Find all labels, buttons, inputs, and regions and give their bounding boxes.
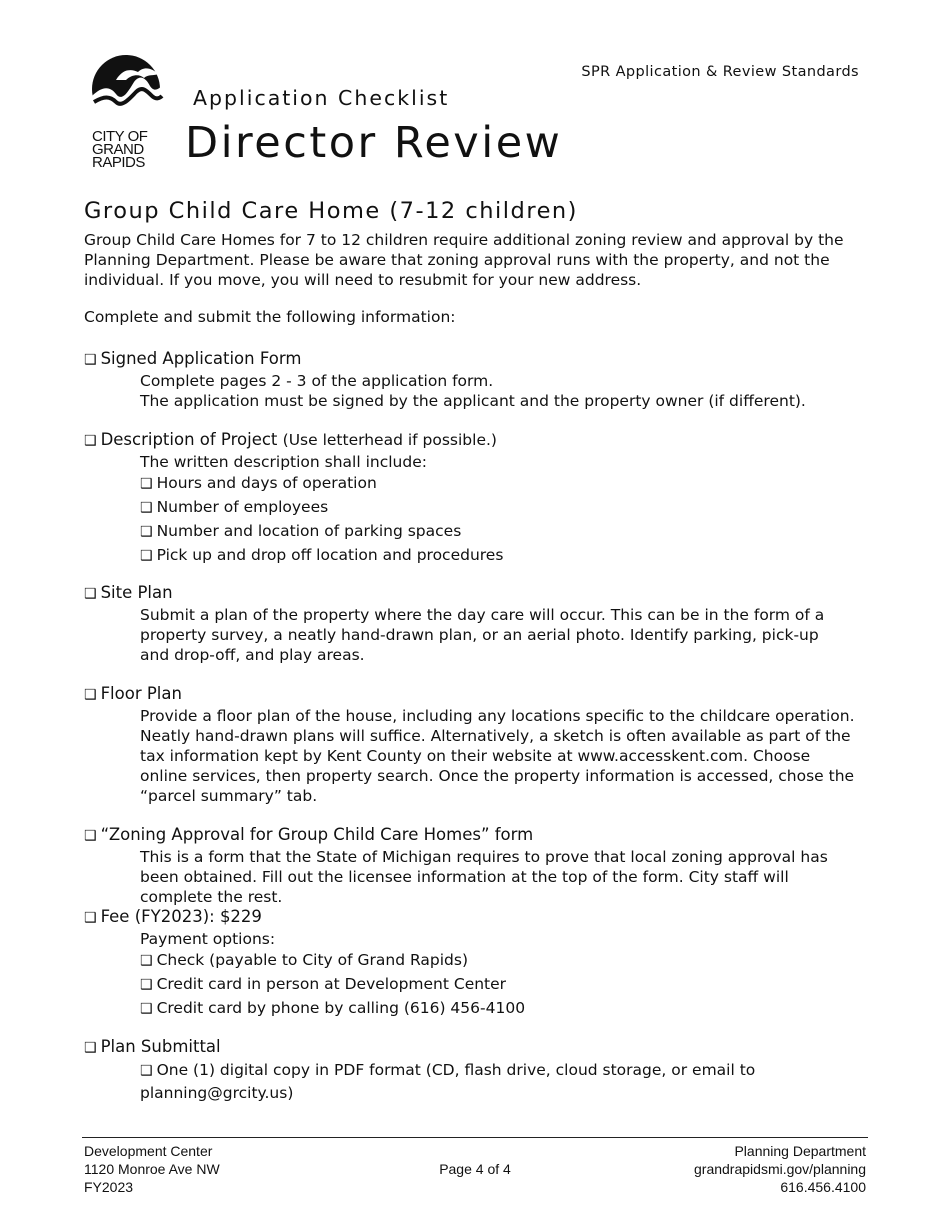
item-line: Complete pages 2 - 3 of the application form. bbox=[140, 372, 494, 390]
city-logo bbox=[88, 52, 168, 170]
sub-item bbox=[140, 949, 874, 973]
footer-department: Planning Department bbox=[734, 1143, 866, 1159]
footer-address: 1120 Monroe Ave NW bbox=[84, 1161, 220, 1177]
item-title: Signed Application Form bbox=[100, 349, 302, 368]
instruction-text: Complete and submit the following information: bbox=[84, 308, 456, 326]
item-title: Site Plan bbox=[100, 583, 173, 602]
item-title: Fee (FY2023): $229 bbox=[100, 907, 262, 926]
footer-divider bbox=[82, 1137, 868, 1138]
sub-item bbox=[140, 496, 874, 520]
checkbox-icon[interactable]: ❑ bbox=[84, 910, 97, 926]
sub-item-label: Number of employees bbox=[156, 498, 329, 516]
checkbox-icon[interactable]: ❑ bbox=[140, 500, 153, 516]
sub-item bbox=[140, 472, 874, 496]
logo-line: GRAND bbox=[92, 141, 144, 158]
checklist-item-application-form bbox=[84, 348, 874, 411]
checkbox-icon[interactable]: ❑ bbox=[140, 1063, 153, 1079]
checklist-item-project-description bbox=[84, 429, 874, 568]
checkbox-icon[interactable]: ❑ bbox=[84, 433, 97, 449]
sub-item bbox=[140, 973, 874, 997]
intro-paragraph: Group Child Care Homes for 7 to 12 children require additional zoning review and approval by the Planning Department. Please be aware that zoning approval runs with the property, and not the individual. If you move, you will need to resubmit for your new address. bbox=[84, 231, 844, 289]
logo-text bbox=[92, 130, 168, 169]
checklist-item-site-plan bbox=[84, 582, 874, 665]
checkbox-icon[interactable]: ❑ bbox=[140, 977, 153, 993]
sub-item bbox=[140, 544, 874, 568]
item-title: Floor Plan bbox=[100, 684, 182, 703]
checkbox-icon[interactable]: ❑ bbox=[140, 476, 153, 492]
checkbox-icon[interactable]: ❑ bbox=[84, 586, 97, 602]
page-number: Page 4 of 4 bbox=[439, 1161, 511, 1177]
item-description: This is a form that the State of Michigan requires to prove that local zoning approval has been obtained. Fill out the licensee information at the top of the form. City staff will complete the rest. bbox=[140, 848, 828, 906]
item-description: Submit a plan of the property where the day care will occur. This can be in the form of a property survey, a neatly hand-drawn plan, or an aerial photo. Identify parking, pick-up and drop-off, and play areas. bbox=[140, 606, 825, 664]
page-title: Director Review bbox=[185, 118, 563, 168]
document-series-label: SPR Application & Review Standards bbox=[581, 64, 859, 80]
checklist-item-zoning-approval bbox=[84, 824, 874, 907]
item-intro: Payment options: bbox=[140, 930, 276, 948]
logo-line: CITY OF bbox=[92, 128, 148, 145]
sub-item bbox=[140, 520, 874, 544]
item-title: “Zoning Approval for Group Child Care Homes” form bbox=[100, 825, 534, 844]
checkbox-icon[interactable]: ❑ bbox=[84, 687, 97, 703]
item-description: Provide a floor plan of the house, including any locations specific to the childcare operation. Neatly hand-drawn plans will suffice. Alternatively, a sketch is often available as part of the tax information kept by Kent County on their website at www.accesskent.com. Choose online services, then property search. Once the property information is accessed, chose the “parcel summary” tab. bbox=[140, 707, 855, 805]
sub-item-label: Number and location of parking spaces bbox=[156, 522, 462, 540]
sub-item bbox=[140, 997, 874, 1021]
item-intro: The written description shall include: bbox=[140, 453, 427, 471]
checklist-item-fee bbox=[84, 906, 874, 1021]
item-note: (Use letterhead if possible.) bbox=[282, 431, 497, 449]
sub-item-label: One (1) digital copy in PDF format (CD, flash drive, cloud storage, or email to bbox=[156, 1061, 756, 1079]
checkbox-icon[interactable]: ❑ bbox=[84, 828, 97, 844]
logo-mountain-icon bbox=[88, 52, 168, 132]
checkbox-icon[interactable]: ❑ bbox=[140, 524, 153, 540]
footer-office: Development Center bbox=[84, 1143, 213, 1159]
sub-item-label: Hours and days of operation bbox=[156, 474, 377, 492]
footer-website[interactable]: grandrapidsmi.gov/planning bbox=[694, 1161, 866, 1177]
item-title: Description of Project bbox=[100, 430, 278, 449]
checkbox-icon[interactable]: ❑ bbox=[140, 1001, 153, 1017]
sub-item-label: Credit card in person at Development Center bbox=[156, 975, 507, 993]
footer-right bbox=[694, 1142, 866, 1196]
checklist-label: Application Checklist bbox=[193, 86, 450, 110]
footer-phone: 616.456.4100 bbox=[780, 1179, 866, 1195]
checklist-item-floor-plan bbox=[84, 683, 874, 806]
checkbox-icon[interactable]: ❑ bbox=[140, 953, 153, 969]
sub-item-label: Check (payable to City of Grand Rapids) bbox=[156, 951, 469, 969]
item-line: The application must be signed by the applicant and the property owner (if different). bbox=[140, 392, 806, 410]
checkbox-icon[interactable]: ❑ bbox=[84, 1040, 97, 1056]
checklist-item-plan-submittal bbox=[84, 1036, 874, 1103]
item-title: Plan Submittal bbox=[100, 1037, 221, 1056]
sub-item bbox=[140, 1059, 874, 1083]
checkbox-icon[interactable]: ❑ bbox=[140, 548, 153, 564]
email-continuation: planning@grcity.us) bbox=[140, 1084, 294, 1102]
sub-item-label: Pick up and drop off location and procedures bbox=[156, 546, 504, 564]
footer-fiscal-year: FY2023 bbox=[84, 1179, 134, 1195]
checkbox-icon[interactable]: ❑ bbox=[84, 352, 97, 368]
section-heading: Group Child Care Home (7-12 children) bbox=[84, 198, 578, 224]
sub-item-label: Credit card by phone by calling (616) 456-4100 bbox=[156, 999, 526, 1017]
logo-line: RAPIDS bbox=[92, 154, 145, 171]
